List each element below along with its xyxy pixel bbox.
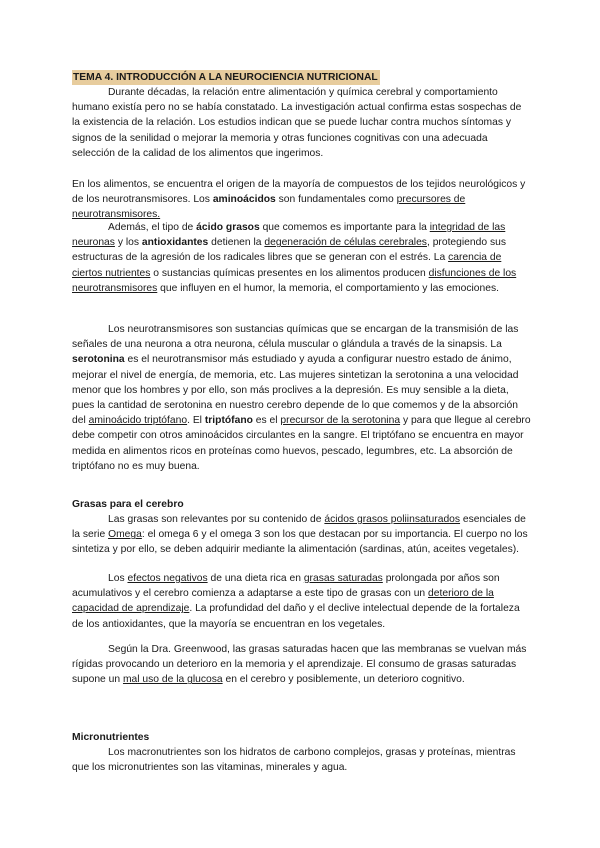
underlined-term: grasas saturadas — [303, 573, 383, 584]
underlined-term: aminoácido triptófano — [88, 415, 188, 427]
text-run: que influyen en el humor, la memoria, el comportamiento y las emociones. — [160, 282, 499, 294]
text-run: de una dieta rica en — [210, 573, 301, 584]
text-run: o sustancias químicas presentes en los alimentos producen — [153, 267, 426, 279]
bold-term: serotonina — [72, 354, 125, 366]
text-run: detienen la — [211, 237, 262, 249]
text-run: : el omega 6 y el omega 3 son los que destacan por su importancia. El cuerpo no los sintetiza y por ello, se deben adquirir mediante la alimentación (sardinas, atún, aceites vegetales). — [72, 529, 528, 556]
text-run: , protegiendo sus estructuras de la agresión de los radicales libres que se generan con el estrés. La — [72, 237, 506, 264]
underlined-term: carencia de ciertos nutrientes — [72, 252, 502, 279]
text-run: que comemos es importante para la — [262, 222, 427, 233]
underlined-term: precursores de neurotransmisores. — [72, 194, 466, 221]
bold-term: aminoácidos — [212, 194, 276, 206]
bold-term: ácido grasos — [196, 222, 260, 233]
text-run: Los neurotransmisores son sustancias químicas que se encargan de la transmisión de las señales de una neurona a otra neurona, célula muscular o glándula a través de la sinapsis. La — [72, 324, 519, 351]
underlined-term: precursor de la serotonina — [280, 415, 401, 427]
grasas-paragraph-3 — [72, 642, 532, 688]
text-run: Además, el tipo de — [108, 222, 194, 233]
text-run: esenciales de la serie — [72, 514, 526, 541]
underlined-term: integridad de las neuronas — [72, 222, 506, 249]
underlined-term: ácidos grasos poliinsaturados — [324, 514, 461, 525]
text-run: en el cerebro y posiblemente, un deterioro cognitivo. — [225, 674, 465, 686]
text-run: es el neurotransmisor más estudiado y ayuda a configurar nuestro estado de ánimo, mejorar el nivel de energía, de memoria, etc. Las mujeres sintetizan la serotonina a una velocidad menor que los hombres y por ello, son más proclives a la depresión. Es muy sensible a la dieta, pues la cantidad de serotonina en nuestro cerebro depende de lo que comemos y de la absorción del — [72, 354, 519, 427]
text-run: . La profundidad del daño y el declive intelectual depende de la fortaleza de los antioxidantes, que la mayoría se encuentran en los vegetales. — [72, 603, 520, 630]
text-run: prolongada por años son acumulativos y el cerebro comienza a adaptarse a este tipo de grasas con un — [72, 573, 500, 600]
text-run: Los macronutrientes son los hidratos de carbono complejos, grasas y proteínas, mientras que los micronutrientes son las vitaminas, minerales y agua. — [72, 747, 516, 774]
grasas-paragraph-2 — [72, 571, 532, 632]
bold-term: antioxidantes — [141, 237, 209, 249]
text-run: y para que llegue al cerebro debe competir con otros aminoácidos circulantes en la sangre. El triptófano se encuentra en mayor medida en alimentos ricos en proteínas como huevos, pescado, legumbres, etc. La absorción de triptófano no es muy buena. — [72, 415, 531, 472]
document-title: TEMA 4. INTRODUCCIÓN A LA NEUROCIENCIA NUTRICIONAL — [73, 72, 378, 83]
text-run: Las grasas son relevantes por su contenido de — [108, 514, 322, 525]
text-run: . El — [187, 415, 202, 427]
section-heading-micronutrientes: Micronutrientes — [72, 732, 150, 743]
text-run: Los — [108, 573, 125, 584]
text-run: Según la Dra. Greenwood, las grasas saturadas hacen que las membranas se vuelvan más rígidas provocando un deterioro en la memoria y el aprendizaje. El consumo de grasas saturadas supone un — [72, 644, 527, 686]
intro-paragraph — [72, 85, 532, 161]
micronutrientes-paragraph — [72, 745, 532, 775]
section-heading-grasas: Grasas para el cerebro — [72, 499, 184, 510]
underlined-term: disfunciones de los neurotransmisores — [72, 267, 517, 294]
underlined-term: efectos negativos — [127, 573, 208, 584]
underlined-term: mal uso de la glucosa — [122, 674, 223, 686]
intro-text: Durante décadas, la relación entre alimentación y química cerebral y comportamiento humano existía pero no se había constatado. La investigación actual confirma estas sospechas de la existencia de la relación. Los estudios indican que se puede luchar contra muchos síntomas y signos de la senilidad o mejorar la memoria y otras funciones cognitivas con una adecuada selección de la calidad de los alimentos que ingerimos. — [72, 87, 522, 159]
text-run: En los alimentos, se encuentra el origen de la mayoría de compuestos de los tejidos neurológicos y de los neurotransmisores. Los — [72, 179, 526, 206]
underlined-term: deterioro de la capacidad de aprendizaje — [72, 588, 494, 615]
neurotransmitters-paragraph — [72, 322, 532, 474]
text-run: y los — [117, 237, 139, 249]
underlined-term: Omega — [108, 529, 142, 541]
fatty-acids-paragraph — [72, 220, 532, 296]
grasas-paragraph-1 — [72, 512, 532, 558]
aminoacids-paragraph — [72, 177, 532, 223]
text-run: son fundamentales como — [278, 194, 394, 206]
underlined-term: degeneración de células cerebrales — [264, 237, 427, 249]
bold-term: triptófano — [204, 415, 253, 427]
text-run: es el — [255, 415, 278, 427]
